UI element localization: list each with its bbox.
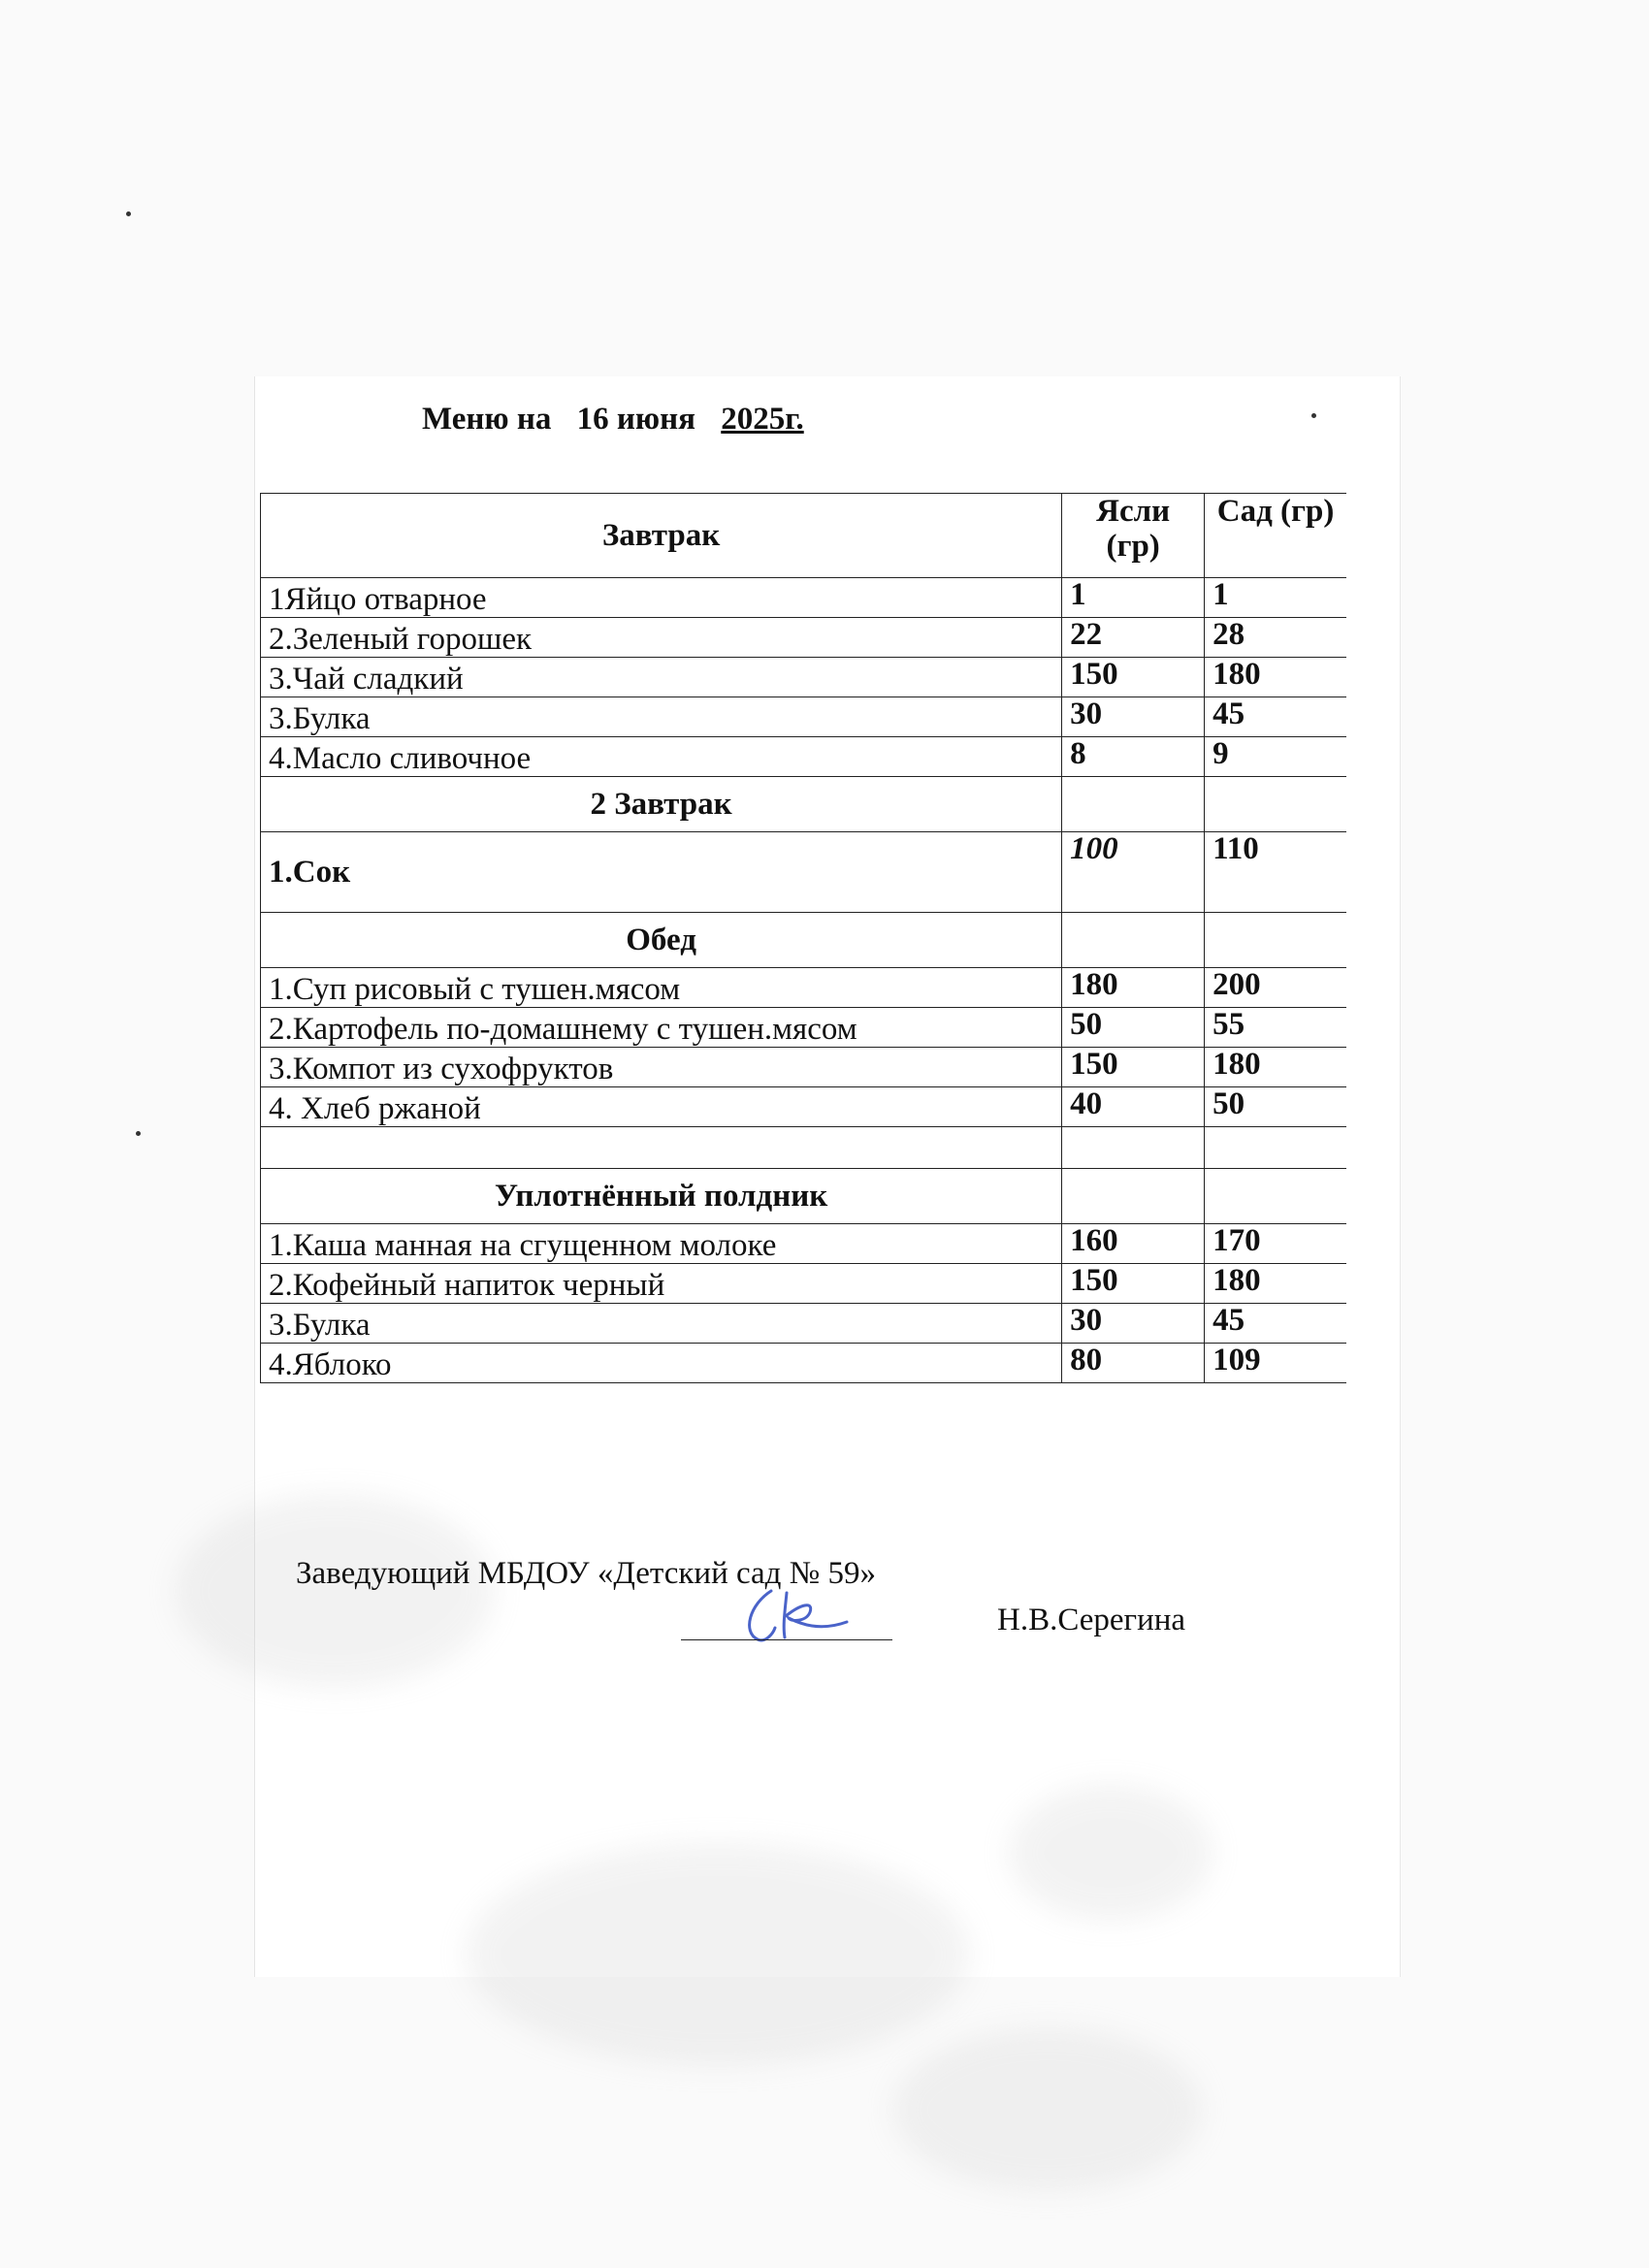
table-row [261, 1087, 1347, 1127]
page-title [422, 402, 822, 437]
garden-grams: 9 [1205, 737, 1346, 777]
scan-speck [136, 1131, 141, 1136]
nursery-grams: 160 [1062, 1224, 1205, 1264]
garden-grams: 170 [1205, 1224, 1346, 1264]
table-row [261, 658, 1347, 697]
dish-name: 4. Хлеб ржаной [261, 1087, 1062, 1127]
garden-grams: 180 [1205, 1264, 1346, 1304]
section-title: Уплотнённый полдник [261, 1169, 1062, 1224]
garden-grams [1205, 1127, 1346, 1169]
dish-name: 1.Суп рисовый с тушен.мясом [261, 968, 1062, 1008]
title-prefix: Меню на [422, 402, 552, 437]
table-row [261, 968, 1347, 1008]
nursery-grams: 100 [1062, 832, 1205, 913]
nursery-grams: 180 [1062, 968, 1205, 1008]
nursery-grams: 30 [1062, 1304, 1205, 1344]
nursery-grams [1062, 1127, 1205, 1169]
header-garden: Сад (гр) [1205, 494, 1346, 578]
scan-speck [1311, 413, 1316, 418]
dish-name: 1.Сок [261, 832, 1062, 913]
dish-name: 4.Яблоко [261, 1344, 1062, 1383]
nursery-grams [1062, 1169, 1205, 1224]
table-row [261, 1344, 1347, 1383]
dish-name: 3.Компот из сухофруктов [261, 1048, 1062, 1087]
dish-name: 4.Масло сливочное [261, 737, 1062, 777]
table-row [261, 1048, 1347, 1087]
garden-grams: 50 [1205, 1087, 1346, 1127]
dish-name: 1Яйцо отварное [261, 578, 1062, 618]
header-breakfast: Завтрак [261, 494, 1062, 578]
nursery-grams: 1 [1062, 578, 1205, 618]
table-header-row [261, 494, 1347, 578]
table-row [261, 1304, 1347, 1344]
section-row [261, 1169, 1347, 1224]
nursery-grams: 8 [1062, 737, 1205, 777]
section-title: Обед [261, 913, 1062, 968]
table-row [261, 578, 1347, 618]
garden-grams: 45 [1205, 697, 1346, 737]
header-nursery: Ясли (гр) [1062, 494, 1205, 578]
nursery-grams: 150 [1062, 658, 1205, 697]
garden-grams: 110 [1205, 832, 1346, 913]
menu-table [260, 493, 1346, 1383]
table-row [261, 697, 1347, 737]
garden-grams: 45 [1205, 1304, 1346, 1344]
garden-grams: 109 [1205, 1344, 1346, 1383]
scan-smudge [892, 2027, 1203, 2192]
signer-name: Н.В.Серегина [997, 1603, 1186, 1637]
handwritten-signature-icon [732, 1583, 858, 1651]
nursery-grams [1062, 777, 1205, 832]
section-row [261, 913, 1347, 968]
garden-grams [1205, 1169, 1346, 1224]
garden-grams [1205, 777, 1346, 832]
dish-name: 2.Картофель по-домашнему с тушен.мясом [261, 1008, 1062, 1048]
garden-grams: 1 [1205, 578, 1346, 618]
garden-grams: 180 [1205, 658, 1346, 697]
dish-name: 3.Булка [261, 1304, 1062, 1344]
garden-grams: 55 [1205, 1008, 1346, 1048]
nursery-grams [1062, 913, 1205, 968]
dish-name [261, 1127, 1062, 1169]
table-row [261, 618, 1347, 658]
garden-grams: 28 [1205, 618, 1346, 658]
title-year: 2025г. [721, 402, 804, 437]
nursery-grams: 150 [1062, 1264, 1205, 1304]
garden-grams: 180 [1205, 1048, 1346, 1087]
scan-smudge [466, 1843, 970, 2066]
nursery-grams: 80 [1062, 1344, 1205, 1383]
table-row [261, 832, 1347, 913]
dish-name: 2.Кофейный напиток черный [261, 1264, 1062, 1304]
table-row [261, 1224, 1347, 1264]
table-row [261, 1264, 1347, 1304]
section-row [261, 777, 1347, 832]
nursery-grams: 150 [1062, 1048, 1205, 1087]
table-row [261, 737, 1347, 777]
dish-name: 1.Каша манная на сгущенном молоке [261, 1224, 1062, 1264]
scan-speck [126, 211, 131, 216]
signature-line [681, 1639, 892, 1640]
garden-grams [1205, 913, 1346, 968]
nursery-grams: 50 [1062, 1008, 1205, 1048]
footer-position: Заведующий МБДОУ «Детский сад № 59» [296, 1556, 876, 1591]
dish-name: 2.Зеленый горошек [261, 618, 1062, 658]
nursery-grams: 30 [1062, 697, 1205, 737]
title-date: 16 июня [576, 402, 695, 437]
dish-name: 3.Булка [261, 697, 1062, 737]
nursery-grams: 40 [1062, 1087, 1205, 1127]
dish-name: 3.Чай сладкий [261, 658, 1062, 697]
table-row [261, 1008, 1347, 1048]
scan-smudge [1009, 1785, 1212, 1921]
blank-row [261, 1127, 1347, 1169]
nursery-grams: 22 [1062, 618, 1205, 658]
garden-grams: 200 [1205, 968, 1346, 1008]
section-title: 2 Завтрак [261, 777, 1062, 832]
